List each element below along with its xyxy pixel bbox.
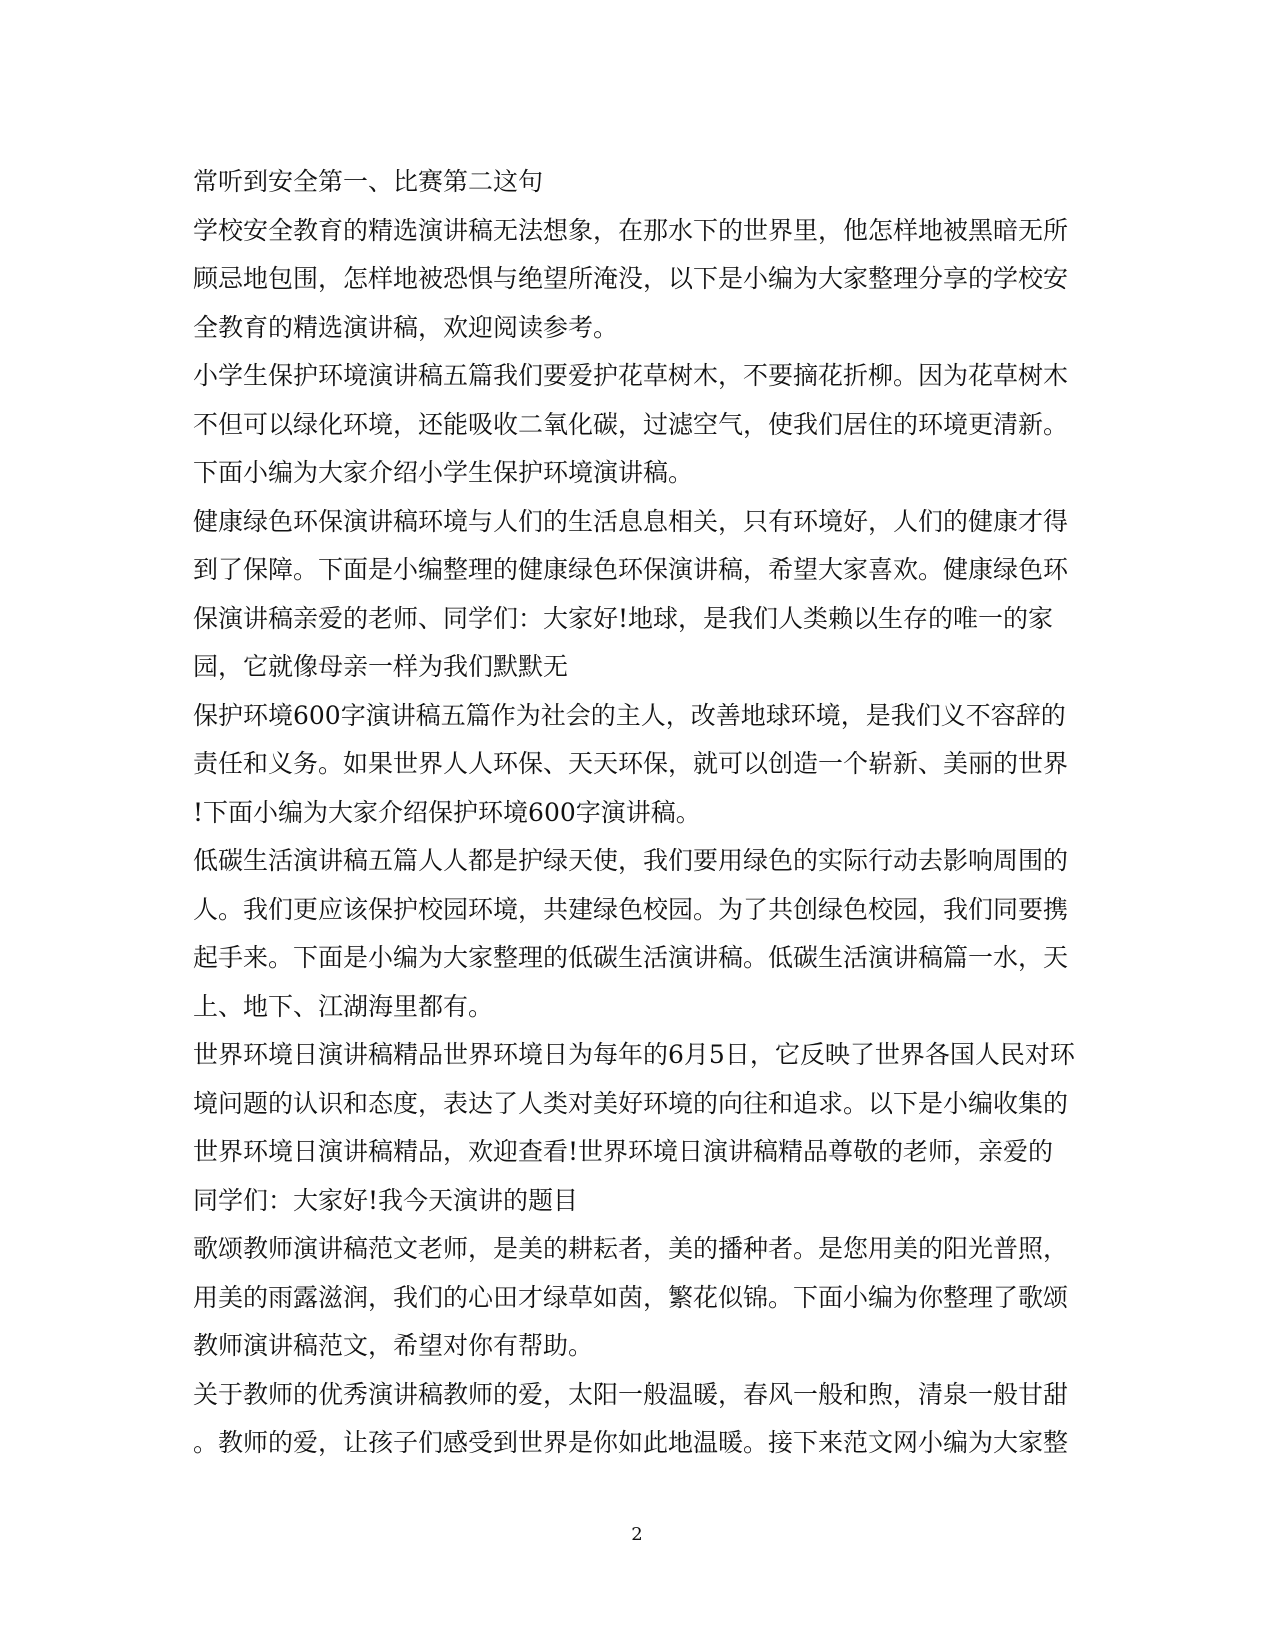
text-line: 小学生保护环境演讲稿五篇我们要爱护花草树木，不要摘花折柳。因为花草树木	[193, 361, 1069, 390]
text-line: 起手来。下面是小编为大家整理的低碳生活演讲稿。低碳生活演讲稿篇一水，天	[193, 943, 1069, 972]
document-body	[193, 158, 1073, 1468]
paragraph	[193, 207, 1073, 353]
paragraph	[193, 1225, 1073, 1371]
text-line: 保演讲稿亲爱的老师、同学们：大家好!地球，是我们人类赖以生存的唯一的家	[193, 603, 1054, 633]
text-line: 责任和义务。如果世界人人环保、天天环保，就可以创造一个崭新、美丽的世界	[193, 749, 1069, 778]
paragraph	[193, 1031, 1073, 1225]
text-line: 歌颂教师演讲稿范文老师，是美的耕耘者，美的播种者。是您用美的阳光普照，	[193, 1234, 1069, 1263]
text-line: 低碳生活演讲稿五篇人人都是护绿天使，我们要用绿色的实际行动去影响周围的	[193, 846, 1069, 875]
text-line: 顾忌地包围，怎样地被恐惧与绝望所淹没，以下是小编为大家整理分享的学校安	[193, 264, 1069, 293]
text-line: 境问题的认识和态度，表达了人类对美好环境的向往和追求。以下是小编收集的	[193, 1088, 1069, 1118]
text-line: 用美的雨露滋润，我们的心田才绿草如茵，繁花似锦。下面小编为你整理了歌颂	[193, 1282, 1069, 1312]
text-line: 到了保障。下面是小编整理的健康绿色环保演讲稿，希望大家喜欢。健康绿色环	[193, 555, 1069, 584]
text-line: 世界环境日演讲稿精品，欢迎查看!世界环境日演讲稿精品尊敬的老师，亲爱的	[193, 1137, 1054, 1166]
text-line: 关于教师的优秀演讲稿教师的爱，太阳一般温暖，春风一般和煦，清泉一般甘甜	[193, 1379, 1069, 1409]
paragraph	[193, 498, 1073, 692]
paragraph	[193, 837, 1073, 1031]
paragraph	[193, 158, 1073, 207]
text-line: 上、地下、江湖海里都有。	[193, 991, 494, 1021]
text-line: 常听到安全第一、比赛第二这句	[193, 167, 544, 196]
text-line: 学校安全教育的精选演讲稿无法想象，在那水下的世界里，他怎样地被黑暗无所	[193, 215, 1069, 245]
text-line: 园，它就像母亲一样为我们默默无	[193, 652, 569, 681]
page-number: 2	[631, 1524, 643, 1545]
paragraph	[193, 1371, 1073, 1468]
text-line: 全教育的精选演讲稿，欢迎阅读参考。	[193, 312, 619, 342]
paragraph	[193, 692, 1073, 838]
text-line: 保护环境600字演讲稿五篇作为社会的主人，改善地球环境，是我们义不容辞的	[193, 700, 1066, 730]
text-line: 世界环境日演讲稿精品世界环境日为每年的6月5日，它反映了世界各国人民对环	[193, 1040, 1075, 1069]
text-line: 教师演讲稿范文，希望对你有帮助。	[193, 1331, 594, 1360]
paragraph	[193, 352, 1073, 498]
text-line: 不但可以绿化环境，还能吸收二氧化碳，过滤空气，使我们居住的环境更清新。	[193, 409, 1069, 439]
text-line: 。教师的爱，让孩子们感受到世界是你如此地温暖。接下来范文网小编为大家整	[193, 1428, 1069, 1457]
text-line: !下面小编为大家介绍保护环境600字演讲稿。	[193, 797, 701, 827]
text-line: 下面小编为大家介绍小学生保护环境演讲稿。	[193, 458, 694, 487]
text-line: 同学们：大家好!我今天演讲的题目	[193, 1185, 579, 1215]
text-line: 健康绿色环保演讲稿环境与人们的生活息息相关，只有环境好，人们的健康才得	[193, 506, 1069, 536]
text-line: 人。我们更应该保护校园环境，共建绿色校园。为了共创绿色校园，我们同要携	[193, 894, 1069, 924]
